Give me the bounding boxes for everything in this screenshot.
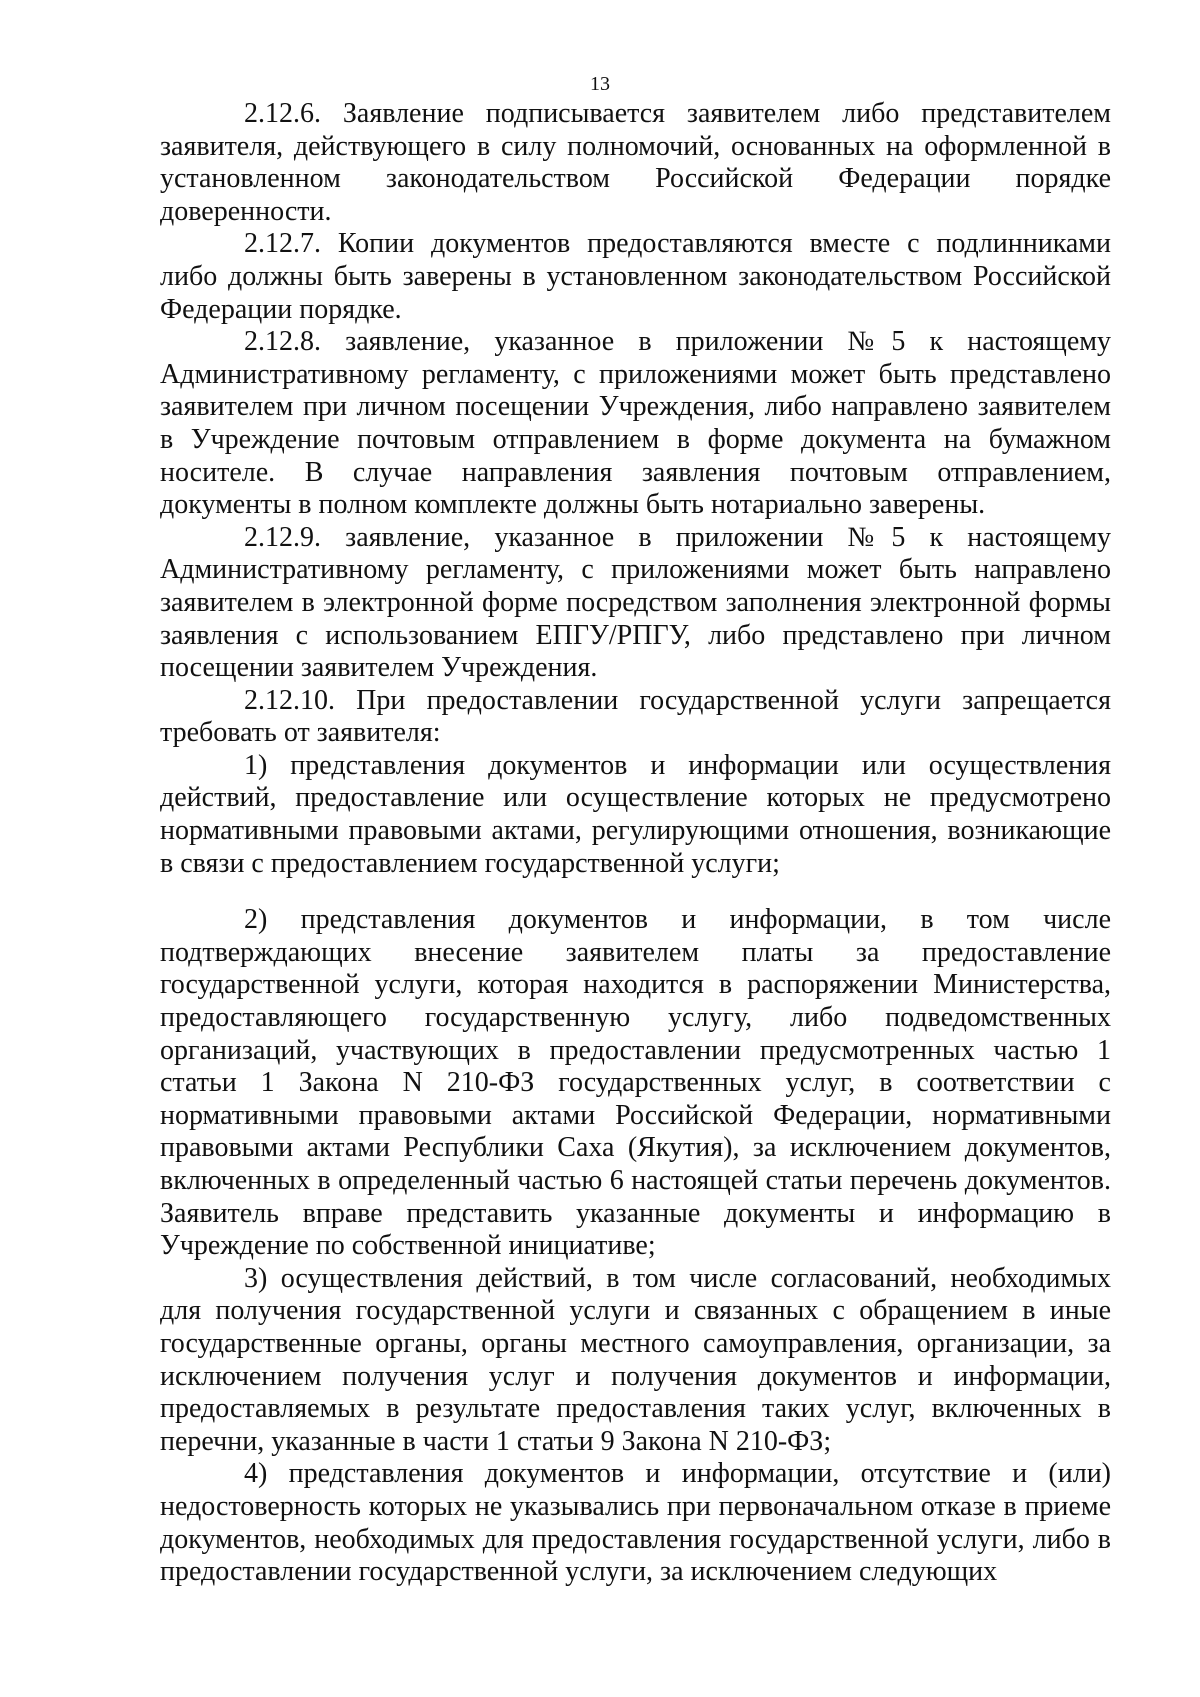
page-number: 13	[590, 73, 610, 95]
list-item-1: 1) представления документов и информации или осуществления действий, предоставление или осуществление которых не предусмотрено нормативными правовыми актами, регулирующими отношения, возникающие в связи с предоставлением государственной услуги;	[160, 749, 1111, 879]
paragraph-2-12-6: 2.12.6. Заявление подписывается заявителем либо представителем заявителя, действующего в силу полномочий, основанных на оформленной в установленном законодательством Российской Федерации порядке доверенности.	[160, 98, 1111, 227]
paragraph-2-12-8: 2.12.8. заявление, указанное в приложении №5 к настоящему Административному регламенту, с приложениями может быть представлено заявителем при личном посещении Учреждения, либо направлено заявителем в Учреждение почтовым отправлением в форме документа на бумажном носителе. В случае направления заявления почтовым отправлением, документы в полном комплекте должны быть нотариально заверены.	[160, 326, 1111, 521]
paragraph-2-12-7: 2.12.7. Копии документов предоставляются вместе с подлинниками либо должны быть заверены в установленном законодательством Российской Федерации порядке.	[160, 228, 1111, 325]
list-item-2: 2) представления документов и информации, в том числе подтверждающих внесение заявителем платы за предоставление государственной услуги, которая находится в распоряжении Министерства, предоставляющего государственную услугу, либо подведомственных организаций, участвующих в предоставлении предусмотренных частью 1 статьи 1 Закона N 210-ФЗ государственных услуг, в соответствии с нормативными правовыми актами Российской Федерации, нормативными правовыми актами Республики Саха (Якутия), за исключением документов, включенных в определенный частью 6 настоящей статьи перечень документов. Заявитель вправе представить указанные документы и информацию в Учреждение по собственной инициативе;	[160, 904, 1111, 1262]
list-item-4: 4) представления документов и информации, отсутствие и (или) недостоверность которых не указывались при первоначальном отказе в приеме документов, необходимых для предоставления государственной услуги, либо в предоставлении государственной услуги, за исключением следующих	[160, 1458, 1111, 1588]
paragraph-2-12-9: 2.12.9. заявление, указанное в приложении №5 к настоящему Административному регламенту, с приложениями может быть направлено заявителем в электронной форме посредством заполнения электронной формы заявления с использованием ЕПГУ/РПГУ, либо представлено при личном посещении заявителем Учреждения.	[160, 521, 1111, 684]
list-item-3: 3) осуществления действий, в том числе согласований, необходимых для получения государственной услуги и связанных с обращением в иные государственные органы, органы местного самоуправления, организации, за исключением получения услуг и получения документов и информации, предоставляемых в результате предоставления таких услуг, включенных в перечни, указанные в части 1 статьи 9 Закона N 210-ФЗ;	[160, 1262, 1111, 1457]
document-body	[160, 98, 1111, 1589]
paragraph-2-12-10: 2.12.10. При предоставлении государственной услуги запрещается требовать от заявителя:	[160, 684, 1111, 749]
